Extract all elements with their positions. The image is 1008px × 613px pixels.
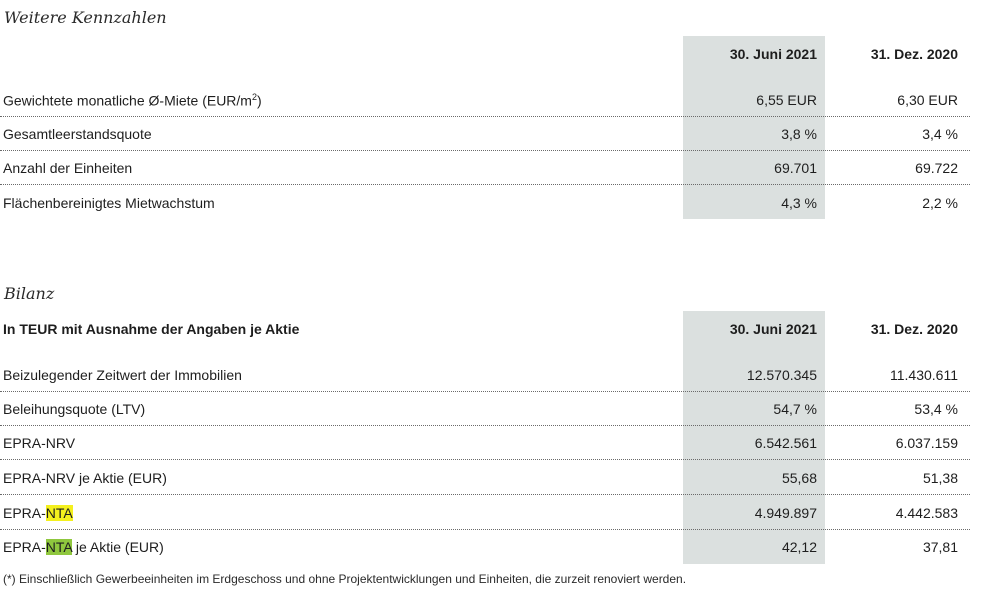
table-row bbox=[0, 530, 970, 564]
table-row bbox=[0, 83, 970, 117]
section-title-weitere-kennzahlen: Weitere Kennzahlen bbox=[4, 8, 167, 27]
row-value-current: 4.949.897 bbox=[754, 505, 817, 521]
row-value-current: 6.542.561 bbox=[754, 435, 817, 451]
table-header bbox=[0, 46, 970, 66]
row-value-previous: 6,30 EUR bbox=[897, 92, 958, 108]
row-value-previous: 4.442.583 bbox=[895, 505, 958, 521]
table-row bbox=[0, 117, 970, 151]
row-value-current: 6,55 EUR bbox=[756, 92, 817, 108]
header-col-previous: 31. Dez. 2020 bbox=[870, 46, 958, 62]
header-col-previous: 31. Dez. 2020 bbox=[870, 321, 958, 337]
table-row bbox=[0, 358, 970, 392]
row-value-current: 3,8 % bbox=[781, 126, 817, 142]
row-value-previous: 6.037.159 bbox=[895, 435, 958, 451]
footnote: (*) Einschließlich Gewerbeeinheiten im Erdgeschoss und ohne Projektentwicklungen und Einheiten, die zurzeit renoviert werden. bbox=[3, 572, 687, 586]
highlight-green: NTA bbox=[45, 539, 72, 555]
table-row bbox=[0, 186, 970, 220]
row-value-current: 12.570.345 bbox=[746, 367, 817, 383]
row-value-current: 54,7 % bbox=[773, 401, 817, 417]
header-col-current: 30. Juni 2021 bbox=[729, 321, 817, 337]
row-value-previous: 11.430.611 bbox=[890, 367, 958, 383]
row-label: Anzahl der Einheiten bbox=[3, 160, 133, 176]
row-label: Beizulegender Zeitwert der Immobilien bbox=[3, 367, 242, 383]
row-label: EPRA-NTA je Aktie (EUR) bbox=[3, 539, 164, 555]
header-col-current: 30. Juni 2021 bbox=[729, 46, 817, 62]
row-label: Flächenbereinigtes Mietwachstum bbox=[3, 195, 215, 211]
table-row bbox=[0, 426, 970, 460]
row-value-previous: 51,38 bbox=[922, 470, 958, 486]
table-header bbox=[0, 321, 970, 341]
row-label: EPRA-NRV bbox=[3, 435, 76, 451]
row-value-previous: 3,4 % bbox=[922, 126, 958, 142]
row-value-current: 4,3 % bbox=[781, 195, 817, 211]
row-label: EPRA-NTA bbox=[3, 505, 73, 521]
row-label: Gesamtleerstandsquote bbox=[3, 126, 152, 142]
row-value-current: 42,12 bbox=[781, 539, 817, 555]
row-value-previous: 37,81 bbox=[922, 539, 958, 555]
table-row bbox=[0, 496, 970, 530]
table-row bbox=[0, 392, 970, 426]
row-label: EPRA-NRV je Aktie (EUR) bbox=[3, 470, 167, 486]
section-title-bilanz: Bilanz bbox=[4, 284, 55, 303]
row-label: Gewichtete monatliche Ø-Miete $(EUR/m^2)$ bbox=[3, 92, 262, 109]
row-value-previous: 69.722 bbox=[915, 160, 958, 176]
row-value-current: 69.701 bbox=[774, 160, 817, 176]
row-value-previous: 2,2 % bbox=[922, 195, 958, 211]
row-value-previous: 53,4 % bbox=[914, 401, 958, 417]
highlight-yellow: NTA bbox=[45, 505, 73, 521]
header-label: In TEUR mit Ausnahme der Angaben je Aktie bbox=[3, 321, 300, 337]
table-row bbox=[0, 151, 970, 185]
row-label: Beleihungsquote (LTV) bbox=[3, 401, 146, 417]
table-row bbox=[0, 461, 970, 495]
row-value-current: 55,68 bbox=[781, 470, 817, 486]
